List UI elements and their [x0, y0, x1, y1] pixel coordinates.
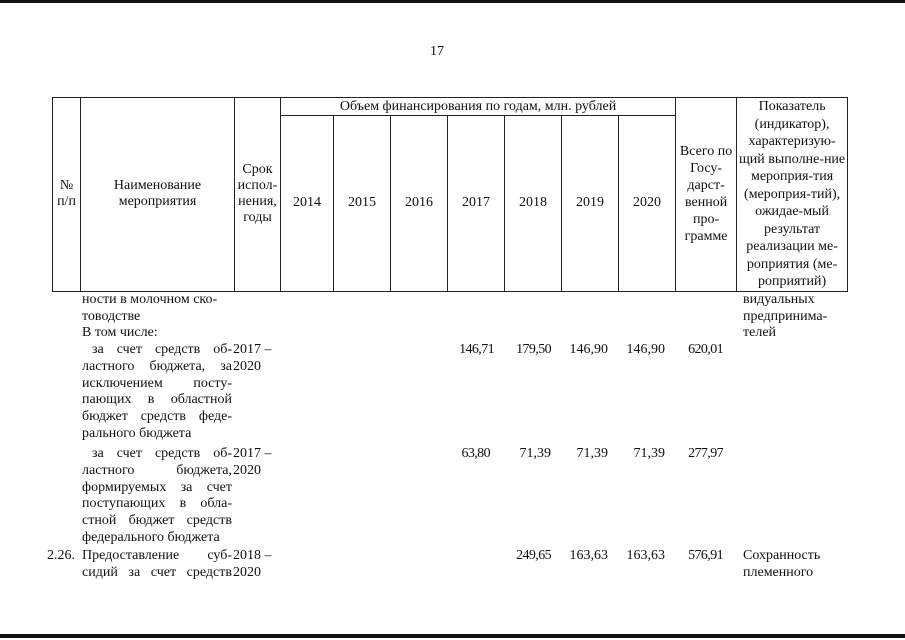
continuation-indicator: видуальных предпринима- телей — [743, 292, 828, 341]
col-financing-header: Объем финансирования по годам, млн. рублей — [281, 98, 676, 116]
row-3-value-2020: 163,63 — [626, 548, 665, 563]
year-header: 2018 — [505, 116, 562, 292]
row-3-name: Предоставление суб- сидий за счет средств — [82, 548, 232, 580]
row-1-name-cont: ластного бюджета, за исключением посту- пающих в областной бюджет средств феде- рального бюджета — [82, 359, 232, 441]
page-number: 17 — [430, 44, 444, 59]
top-edge — [0, 0, 905, 3]
row-1-value-2017: 146,71 — [459, 342, 494, 357]
col-term-header: Срок испол-нения, годы — [235, 98, 281, 292]
row-1-total: 620,01 — [688, 342, 723, 357]
row-3-total: 576,91 — [688, 548, 723, 563]
row-2-term: 2017 – 2020 — [233, 446, 272, 478]
continuation-name: ности в молочном ско- товодстве В том числе: — [82, 292, 218, 341]
header-table — [52, 97, 848, 292]
year-header: 2020 — [619, 116, 676, 292]
year-header: 2014 — [281, 116, 334, 292]
row-1-term: 2017 – 2020 — [233, 342, 272, 374]
row-1-value-2018: 179,50 — [516, 342, 551, 357]
row-2-value-2018: 71,39 — [519, 446, 551, 461]
row-2-total: 277,97 — [688, 446, 723, 461]
col-no-header: № п/п — [53, 98, 81, 292]
row-3-value-2018: 249,65 — [516, 548, 551, 563]
row-2-name-cont: ластного бюджета, формируемых за счет поступающих в обла- стной бюджет средств федерального бюджета — [82, 463, 232, 545]
row-2-value-2020: 71,39 — [633, 446, 665, 461]
year-header: 2016 — [391, 116, 448, 292]
row-3-number: 2.26. — [47, 548, 75, 563]
col-name-header: Наименование мероприятия — [81, 98, 235, 292]
row-3-indicator: Сохранность племенного — [743, 548, 821, 580]
bottom-edge — [0, 634, 905, 638]
row-2-value-2019: 71,39 — [576, 446, 608, 461]
col-total-header: Всего по Госу-дарст-венной про-грамме — [676, 98, 737, 292]
row-3-term: 2018 – 2020 — [233, 548, 272, 580]
row-1-value-2019: 146,90 — [569, 342, 608, 357]
year-header: 2019 — [562, 116, 619, 292]
row-3-value-2019: 163,63 — [569, 548, 608, 563]
year-header: 2017 — [448, 116, 505, 292]
col-indicator-header: Показатель (индикатор), характеризую-щий выполне-ние мероприя-тия (мероприя-тий), ожидае-мый результат реализации ме-роприятия (ме-роприятий) — [737, 98, 848, 292]
row-1-name: за счет средств об- — [92, 342, 232, 357]
year-header: 2015 — [334, 116, 391, 292]
row-1-value-2020: 146,90 — [626, 342, 665, 357]
row-2-value-2017: 63,80 — [461, 446, 490, 461]
row-2-name: за счет средств об- — [92, 446, 232, 461]
